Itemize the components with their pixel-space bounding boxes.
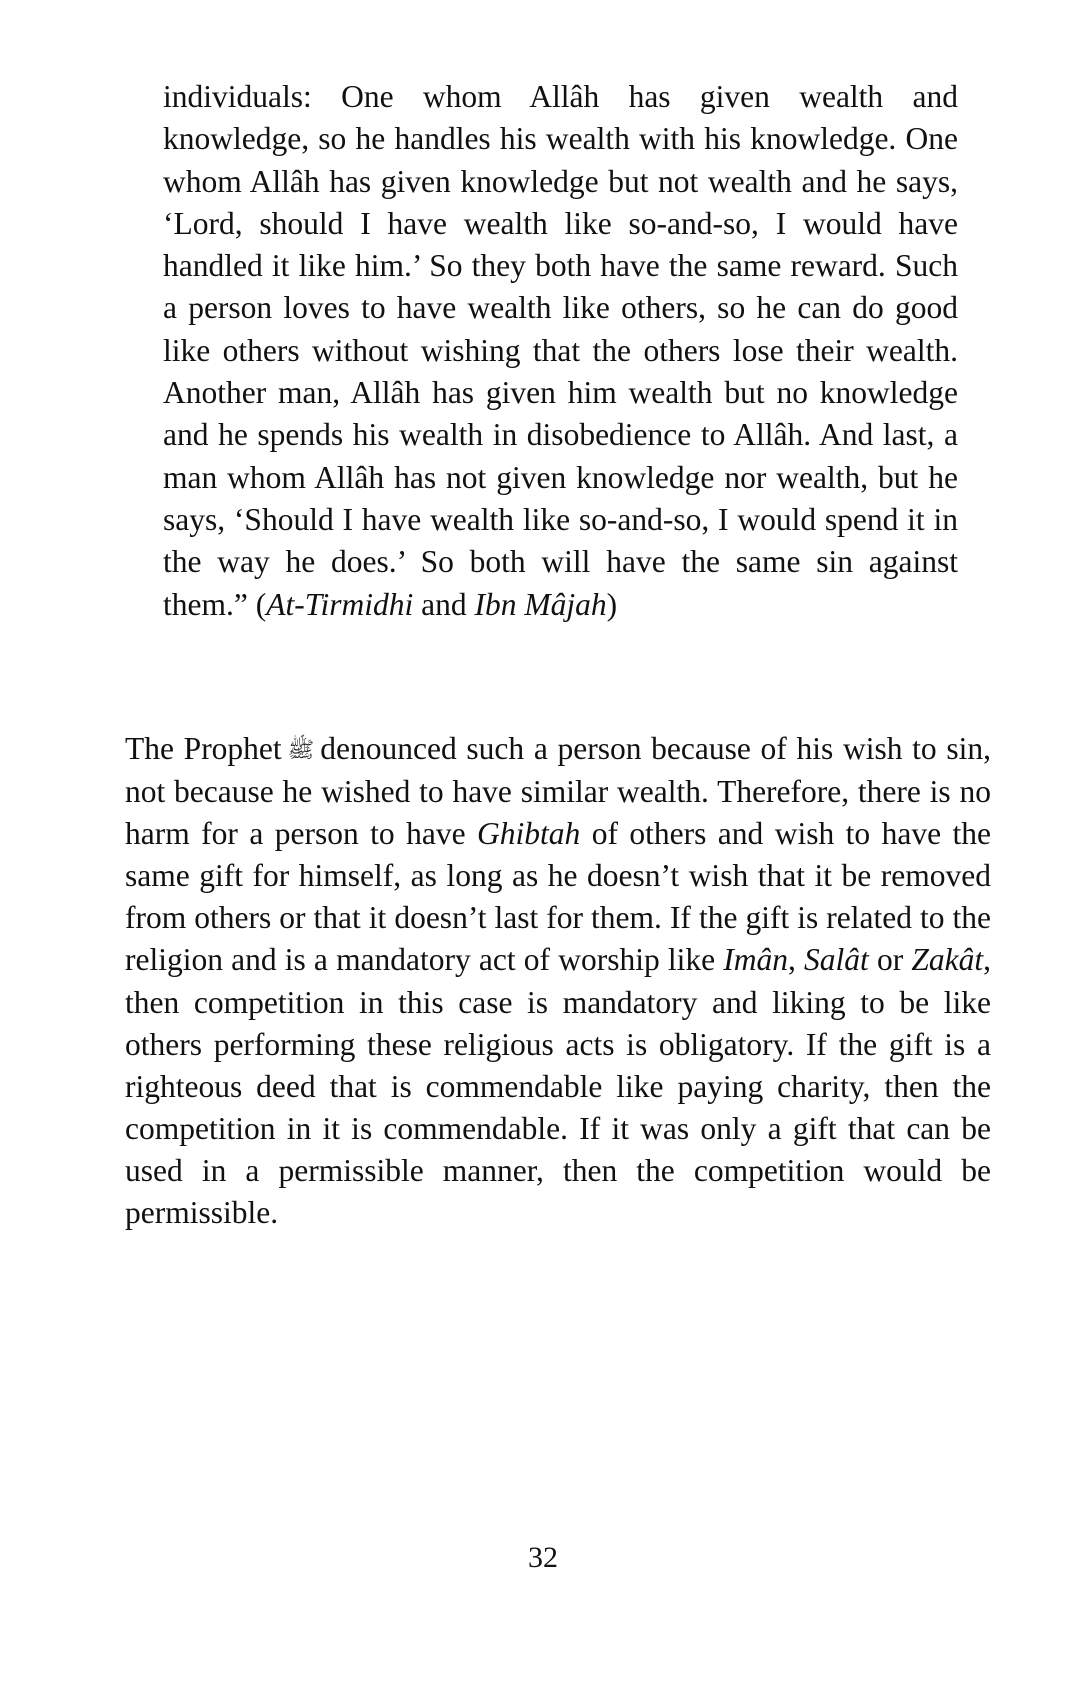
source-tirmidhi: At-Tirmidhi [266,586,414,622]
body-paragraph: The Prophet ﷺ denounced such a person because of his wish to sin, not because he wished to have similar wealth. Therefore, there is no harm for a person to have Ghibtah of others and wish to have the same gift for himself, as long as he doesn’t wish that it be removed from others or that it doesn’t last for them. If the gift is related to the religion and is a mandatory act of worship like Imân, Salât or Zakât, then competition in this case is mandatory and liking to be like others performing these religious acts is obligatory. If the gift is a righteous deed that is commendable like paying charity, then the competition in it is commendable. If it was only a gift that can be used in a permissible manner, then the competition would be permissible. [125,731,991,1231]
term-salat: Salât [804,942,869,978]
source-ibn-majah: Ibn Mâjah [474,586,607,622]
term-iman: Imân [723,942,788,978]
quote-text: individuals: One whom Allâh has given wealth and knowledge, so he handles his wealth with his knowledge. One whom Allâh has given knowledge but not wealth and he says, ‘Lord, should I have wealth like so-and-so, I would have handled it like him.’ So they both have the same reward. Such a person loves to have wealth like others, so he can do good like others without wishing that the others lose their wealth. Another man, Allâh has given him wealth but no knowledge and he spends his wealth in disobedience to Allâh. And last, a man whom Allâh has not given knowledge nor wealth, but he says, ‘Should I have wealth like so-and-so, I would spend it in the way he does.’ So both will have the same sin against them.” [163,79,958,622]
salutation-icon: ﷺ [287,737,315,762]
term-ghibtah: Ghibtah [477,816,581,852]
page-number: 32 [528,1541,558,1574]
hadith-quote: individuals: One whom Allâh has given wealth and knowledge, so he handles his wealth with his knowledge. One whom Allâh has given knowledge but not wealth and he says, ‘Lord, should I have wealth like so-and-so, I would have handled it like him.’ So they both have the same reward. Such a person loves to have wealth like others, so he can do good like others without wishing that the others lose their wealth. Another man, Allâh has given him wealth but no knowledge and he spends his wealth in disobedience to Allâh. And last, a man whom Allâh has not given knowledge nor wealth, but he says, ‘Should I have wealth like so-and-so, I would spend it in the way he does.’ So both will have the same sin against them.” (At-Tirmidhi and Ibn Mâjah) [163,79,958,622]
term-zakat: Zakât [911,942,984,978]
